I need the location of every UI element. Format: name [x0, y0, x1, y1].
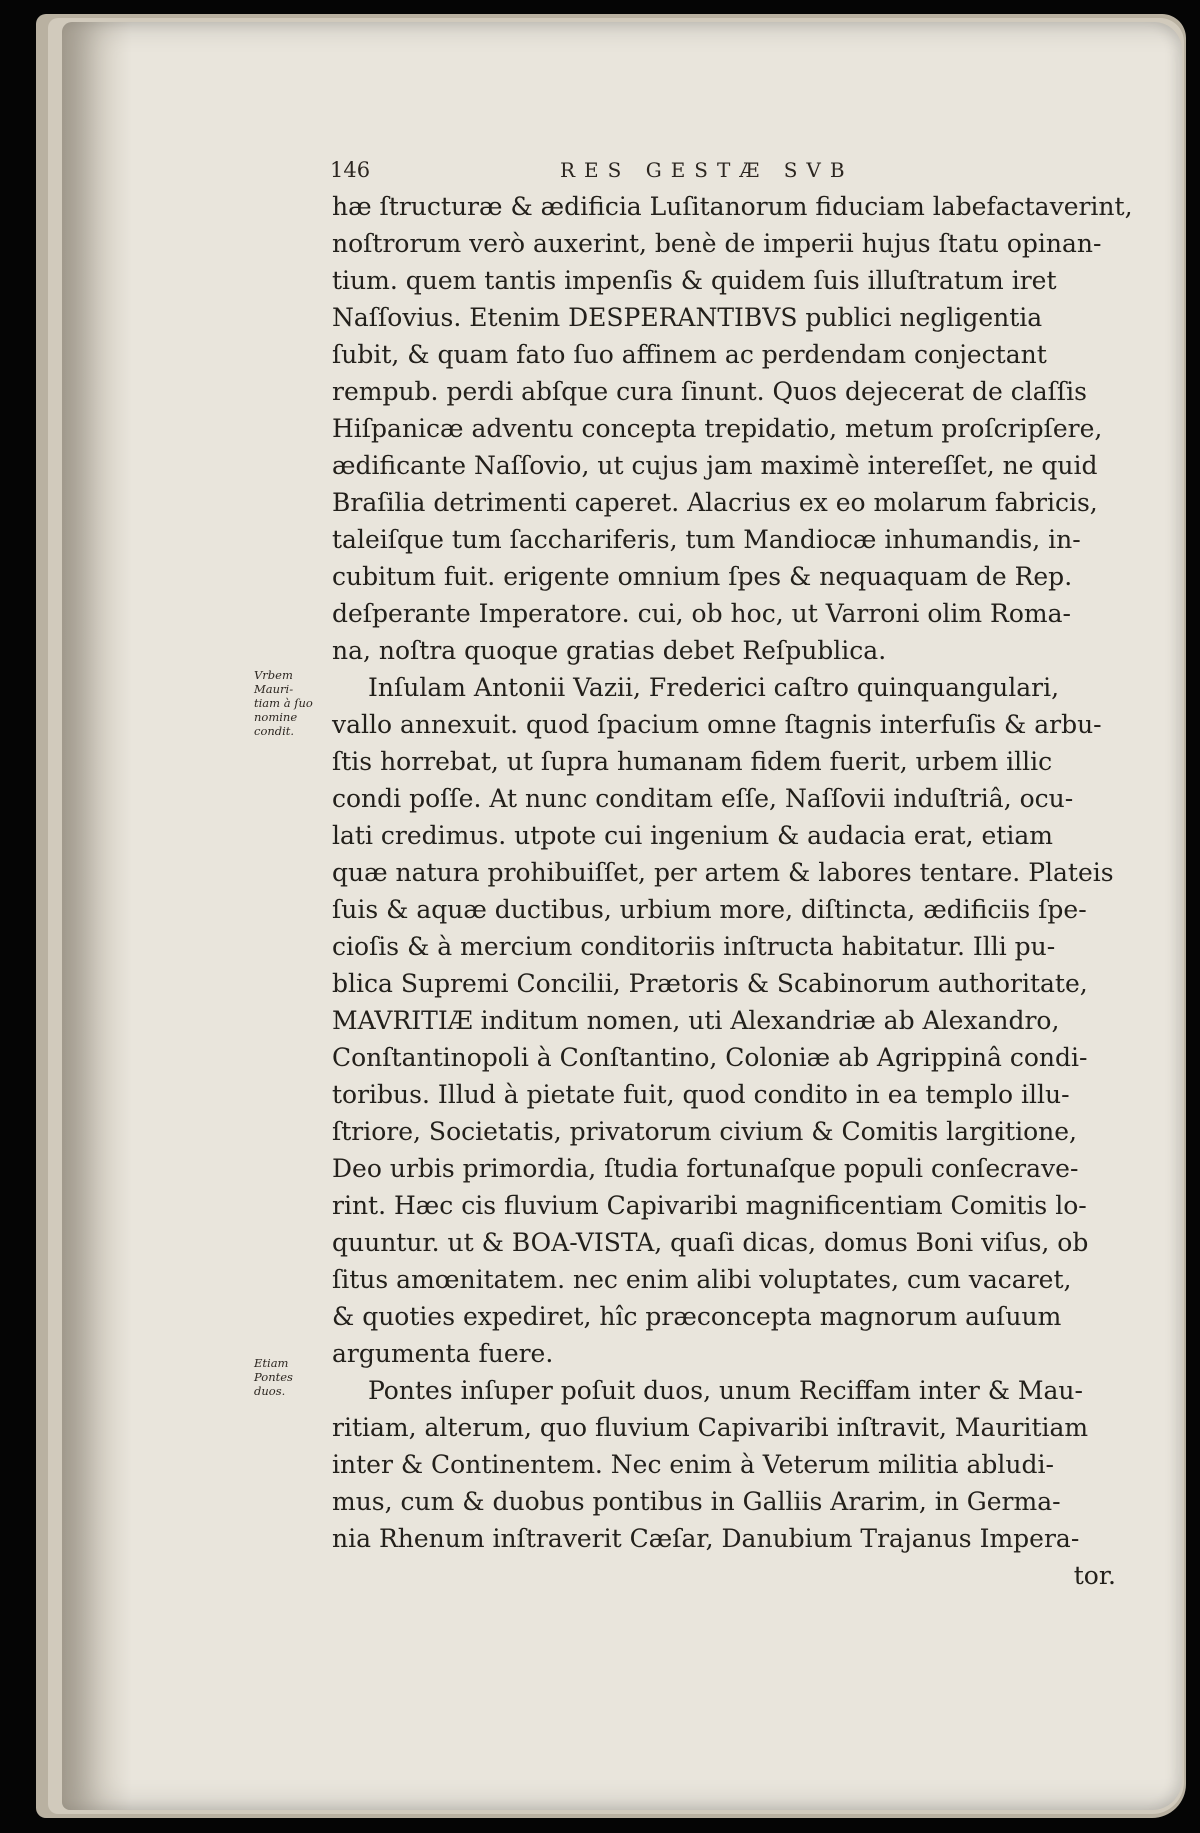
paragraph-3: [332, 1372, 1116, 1594]
text-line: Inſulam Antonii Vazii, Frederici caſtro quinquangulari,: [368, 673, 1060, 702]
text-line: lati credimus. utpote cui ingenium & audacia erat, etiam: [332, 821, 1053, 850]
text-line: ædificante Naſſovio, ut cujus jam maximè intereſſet, ne quid: [332, 451, 1098, 480]
text-line: deſperante Imperatore. cui, ob hoc, ut Varroni olim Roma-: [332, 599, 1071, 628]
text-line: Braſilia detrimenti caperet. Alacrius ex eo molarum fabricis,: [332, 488, 1098, 517]
margin-note-line: nomine: [254, 710, 298, 724]
text-line: rint. Hæc cis fluvium Capivaribi magnificentiam Comitis lo-: [332, 1191, 1087, 1220]
page-header: [330, 158, 1120, 188]
text-line: Pontes inſuper poſuit duos, unum Reciffam inter & Mau-: [368, 1376, 1083, 1405]
text-line: inter & Continentem. Nec enim à Veterum militia abludi-: [332, 1450, 1054, 1479]
text-line: blica Supremi Concilii, Prætoris & Scabinorum authoritate,: [332, 969, 1088, 998]
text-line: argumenta fuere.: [332, 1339, 554, 1368]
text-line: tium. quem tantis impenſis & quidem ſuis illuſtratum iret: [332, 266, 1057, 295]
running-head: RES GESTÆ SVB: [560, 158, 854, 182]
text-line: condi poſſe. At nunc conditam eſſe, Naſſovii induſtriâ, ocu-: [332, 784, 1074, 813]
paragraph-1: [332, 188, 1133, 669]
text-line: ſuis & aquæ ductibus, urbium more, diſtincta, ædificiis ſpe-: [332, 895, 1087, 924]
main-text: [332, 188, 1133, 1594]
text-line: quuntur. ut & BOA-VISTA, quaſi dicas, domus Boni viſus, ob: [332, 1228, 1089, 1257]
text-line: hæ ſtructuræ & ædificia Luſitanorum fiduciam labefactaverint,: [332, 192, 1133, 221]
margin-note-line: Mauri-: [254, 682, 294, 696]
text-line: Hiſpanicæ adventu concepta trepidatio, metum proſcripſere,: [332, 414, 1103, 443]
text-line: quæ natura prohibuiſſet, per artem & labores tentare. Plateis: [332, 858, 1114, 887]
margin-note-line: tiam à ſuo: [254, 696, 313, 710]
text-line: mus, cum & duobus pontibus in Galliis Ararim, in Germa-: [332, 1487, 1061, 1516]
margin-note-vrbem: [254, 668, 328, 738]
text-line: noſtrorum verò auxerint, benè de imperii hujus ſtatu opinan-: [332, 229, 1102, 258]
text-line: MAVRITIÆ inditum nomen, uti Alexandriæ ab Alexandro,: [332, 1006, 1060, 1035]
margin-note-line: duos.: [254, 1384, 286, 1398]
catchword: tor.: [1073, 1561, 1116, 1590]
margin-note-line: condit.: [254, 724, 295, 738]
margin-note-pontes: [254, 1356, 328, 1398]
margin-note-line: Pontes: [254, 1370, 293, 1384]
page-number: 146: [330, 158, 371, 182]
text-line: Naſſovius. Etenim DESPERANTIBVS publici negligentia: [332, 303, 1043, 332]
margin-note-line: Vrbem: [254, 668, 293, 682]
text-line: ſubit, & quam fato ſuo affinem ac perdendam conjectant: [332, 340, 1047, 369]
text-line: taleiſque tum ſacchariferis, tum Mandiocæ inhumandis, in-: [332, 525, 1081, 554]
text-line: Conſtantinopoli à Conſtantino, Coloniæ ab Agrippinâ condi-: [332, 1043, 1088, 1072]
margin-note-line: Etiam: [254, 1356, 289, 1370]
text-line: Deo urbis primordia, ſtudia fortunaſque populi conſecrave-: [332, 1154, 1079, 1183]
paragraph-2: [332, 669, 1116, 1372]
text-line: vallo annexuit. quod ſpacium omne ſtagnis interfuſis & arbu-: [332, 710, 1102, 739]
text-line: ritiam, alterum, quo fluvium Capivaribi inſtravit, Mauritiam: [332, 1413, 1089, 1442]
text-line: ſtis horrebat, ut ſupra humanam fidem fuerit, urbem illic: [332, 747, 1053, 776]
text-line: nia Rhenum inſtraverit Cæſar, Danubium Trajanus Impera-: [332, 1524, 1080, 1553]
text-line: ſtriore, Societatis, privatorum civium & Comitis largitione,: [332, 1117, 1077, 1146]
text-line: rempub. perdi abſque cura ſinunt. Quos dejecerat de claſſis: [332, 377, 1087, 406]
text-line: cioſis & à mercium conditoriis inſtructa habitatur. Illi pu-: [332, 932, 1056, 961]
text-line: na, noſtra quoque gratias debet Reſpublica.: [332, 636, 887, 665]
text-line: ſitus amœnitatem. nec enim alibi voluptates, cum vacaret,: [332, 1265, 1072, 1294]
text-line: & quoties expediret, hîc præconcepta magnorum auſuum: [332, 1302, 1062, 1331]
text-line: cubitum fuit. erigente omnium ſpes & nequaquam de Rep.: [332, 562, 1073, 591]
text-line: toribus. Illud à pietate fuit, quod condito in ea templo illu-: [332, 1080, 1070, 1109]
